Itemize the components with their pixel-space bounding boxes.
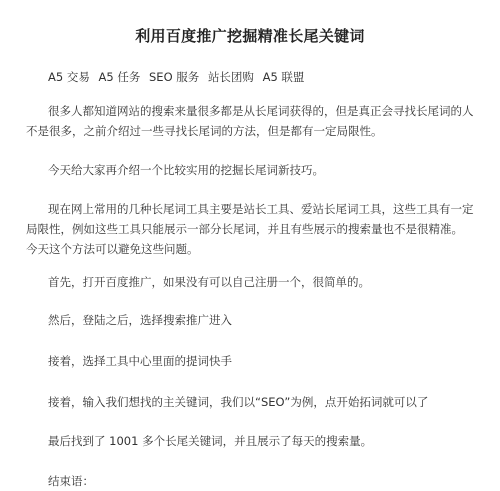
nav-link-group-buy[interactable]: 站长团购 bbox=[207, 70, 254, 84]
paragraph-step-first: 首先，打开百度推广，如果没有可以自己注册一个，很简单的。 bbox=[48, 275, 370, 289]
paragraph-conclusion-heading: 结束语： bbox=[48, 474, 94, 488]
nav-links bbox=[26, 69, 474, 85]
paragraph-result: 最后找到了 1001 多个长尾关键词，并且展示了每天的搜索量。 bbox=[48, 434, 373, 448]
paragraph-new-technique: 今天给大家再介绍一个比较实用的挖掘长尾词新技巧。 bbox=[48, 163, 324, 177]
paragraph-step-input: 接着，输入我们想找的主关键词，我们以“SEO”为例，点开始拓词就可以了 bbox=[48, 395, 429, 409]
paragraph-tools: 现在网上常用的几种长尾词工具主要是站长工具、爱站长尾词工具，这些工具有一定局限性，例如这些工具只能展示一部分长尾词，并且有些展示的搜索量也不是很精准。今天这个方法可以避免这些问题。 bbox=[26, 202, 474, 256]
nav-link-a5-alliance[interactable]: A5 联盟 bbox=[262, 70, 305, 84]
nav-link-a5-task[interactable]: A5 任务 bbox=[98, 70, 141, 84]
article-title: 利用百度推广挖掘精准长尾关键词 bbox=[135, 27, 365, 45]
nav-link-a5-trade[interactable]: A5 交易 bbox=[48, 70, 90, 84]
paragraph-step-login: 然后，登陆之后，选择搜索推广进入 bbox=[48, 313, 232, 327]
nav-link-seo-service[interactable]: SEO 服务 bbox=[149, 70, 200, 84]
paragraph-intro: 很多人都知道网站的搜索来量很多都是从长尾词获得的，但是真正会寻找长尾词的人不是很多，之前介绍过一些寻找长尾词的方法，但是都有一定局限性。 bbox=[26, 104, 474, 138]
paragraph-step-tool-center: 接着，选择工具中心里面的提词快手 bbox=[48, 354, 232, 368]
